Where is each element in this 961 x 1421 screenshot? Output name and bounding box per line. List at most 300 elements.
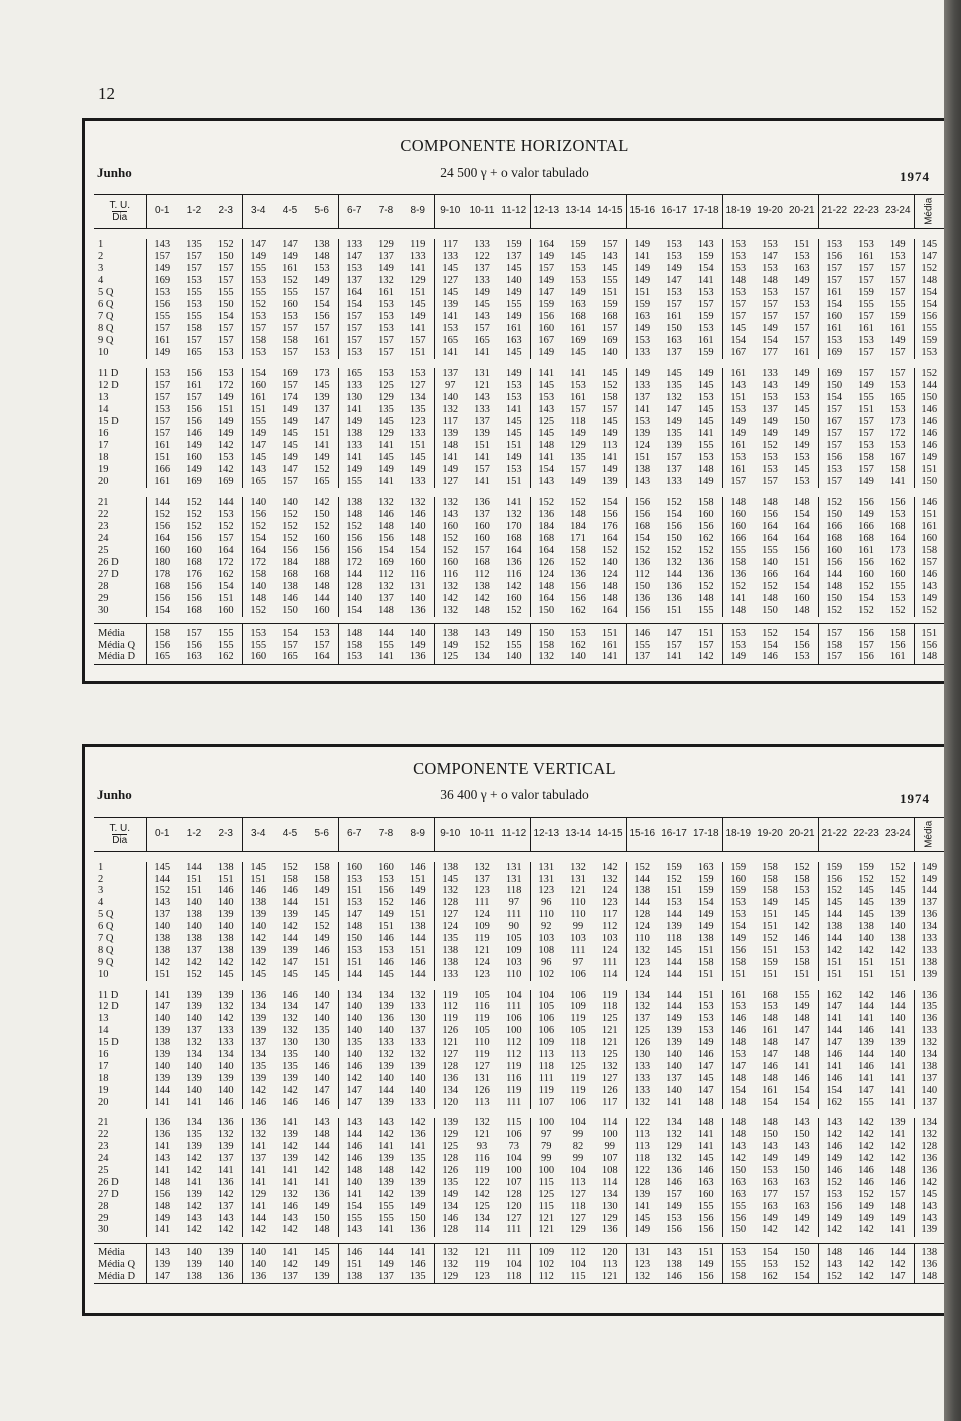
value-cell: 140 (217, 921, 234, 933)
mean-value-cell: 138 (186, 1271, 202, 1282)
value-cell: 139 (217, 1073, 234, 1084)
row-mean-cell: 137 (914, 1097, 944, 1109)
value-cell: 146 (434, 1213, 466, 1225)
mean-value-cell: 153 (722, 628, 754, 640)
value-cell: 149 (530, 251, 562, 263)
value-cell: 140 (146, 1061, 178, 1073)
table-row (94, 1118, 944, 1130)
value-cell: 143 (697, 239, 714, 250)
value-cell: 138 (338, 428, 370, 440)
value-cell: 153 (666, 239, 682, 250)
value-cell: 154 (722, 335, 754, 347)
value-cell: 149 (409, 311, 426, 322)
value-cell: 142 (889, 1153, 906, 1165)
value-cell: 153 (242, 347, 274, 359)
value-cell: 168 (530, 533, 562, 545)
value-cell: 160 (338, 862, 370, 874)
value-cell: 140 (409, 1085, 426, 1096)
value-cell: 140 (217, 1085, 234, 1096)
value-cell: 161 (146, 440, 178, 452)
value-cell: 139 (889, 897, 906, 909)
value-cell: 148 (793, 497, 810, 508)
value-cell: 164 (601, 605, 618, 616)
value-cell: 151 (722, 392, 754, 404)
value-cell: 157 (793, 311, 810, 322)
value-cell: 138 (434, 862, 466, 874)
value-cell: 151 (474, 440, 490, 451)
value-cell: 140 (146, 921, 178, 933)
value-cell: 148 (722, 1097, 754, 1109)
value-cell: 154 (530, 464, 562, 476)
value-cell: 149 (282, 251, 298, 262)
value-cell: 157 (146, 428, 178, 440)
mean-value-cell: 115 (570, 1271, 586, 1282)
value-cell: 149 (697, 921, 714, 933)
value-cell: 151 (722, 969, 754, 981)
value-cell: 149 (530, 347, 562, 359)
value-cell: 142 (793, 1224, 810, 1236)
value-cell: 169 (217, 476, 234, 487)
value-cell: 167 (530, 335, 562, 347)
value-cell: 160 (217, 605, 234, 616)
overall-mean-cell: 138 (914, 1248, 944, 1260)
value-cell: 154 (338, 1201, 370, 1213)
value-cell: 106 (570, 969, 586, 980)
value-cell: 163 (722, 1177, 754, 1189)
value-cell: 158 (762, 885, 778, 897)
value-cell: 135 (570, 452, 586, 463)
value-cell: 110 (570, 909, 586, 921)
value-cell: 146 (762, 1061, 778, 1072)
value-cell: 118 (570, 416, 586, 427)
row-mean-cell: 134 (914, 1049, 944, 1061)
value-cell: 119 (506, 1085, 522, 1096)
value-cell: 137 (474, 509, 490, 520)
value-cell: 160 (434, 557, 466, 569)
hour-header: 10-11 (466, 195, 498, 229)
value-cell: 153 (378, 323, 394, 334)
mean-value-cell: 135 (409, 1271, 426, 1282)
value-cell: 133 (474, 404, 490, 415)
value-cell: 112 (378, 569, 394, 580)
value-cell: 140 (313, 1049, 330, 1060)
value-cell: 136 (217, 1117, 234, 1129)
value-cell: 139 (889, 1037, 906, 1049)
value-cell: 153 (722, 898, 754, 910)
value-cell: 151 (697, 945, 714, 956)
value-cell: 149 (338, 464, 370, 476)
value-cell: 132 (378, 581, 394, 592)
value-cell: 144 (858, 1049, 874, 1060)
value-cell: 149 (409, 464, 426, 475)
value-cell: 126 (474, 1085, 490, 1096)
value-cell: 161 (793, 347, 810, 358)
value-cell: 149 (858, 1201, 874, 1212)
value-cell: 137 (762, 404, 778, 415)
mean-value-cell: 152 (762, 628, 778, 639)
value-cell: 157 (570, 404, 586, 415)
value-cell: 140 (338, 1026, 370, 1038)
value-cell: 139 (242, 1014, 274, 1026)
value-cell: 144 (666, 569, 682, 580)
value-cell: 134 (626, 990, 658, 1002)
value-cell: 138 (146, 933, 178, 945)
value-cell: 99 (572, 921, 584, 933)
row-mean-cell: 145 (914, 239, 944, 251)
value-cell: 145 (858, 909, 874, 921)
value-cell: 136 (697, 557, 714, 568)
value-cell: 161 (722, 990, 754, 1002)
value-cell: 154 (338, 605, 370, 617)
value-cell: 145 (313, 909, 330, 921)
value-cell: 100 (530, 1165, 562, 1177)
value-cell: 128 (505, 1189, 522, 1200)
value-cell: 144 (666, 989, 682, 1001)
value-cell: 141 (793, 1061, 810, 1072)
value-cell: 156 (338, 533, 370, 545)
row-mean-cell: 151 (914, 509, 944, 521)
value-cell: 97 (434, 380, 466, 392)
value-cell: 133 (409, 1037, 426, 1049)
value-cell: 108 (601, 1165, 618, 1177)
value-cell: 104 (505, 989, 522, 1001)
value-cell: 156 (722, 945, 754, 957)
value-cell: 147 (697, 1085, 714, 1096)
row-mean-cell: 152 (914, 368, 944, 380)
mean-value-cell: 138 (434, 628, 466, 640)
value-cell: 134 (186, 1117, 202, 1129)
mean-value-cell: 120 (601, 1247, 618, 1259)
value-cell: 144 (409, 969, 426, 980)
value-cell: 156 (186, 416, 202, 427)
value-cell: 149 (889, 239, 906, 250)
value-cell: 149 (570, 476, 586, 487)
hour-header: 18-19 (722, 195, 754, 229)
value-cell: 156 (762, 509, 778, 520)
value-cell: 140 (601, 347, 618, 358)
value-cell: 124 (626, 969, 658, 981)
value-cell: 153 (570, 263, 586, 274)
value-cell: 152 (186, 521, 202, 532)
row-mean-cell: 140 (914, 1085, 944, 1097)
mean-value-cell: 156 (889, 640, 906, 651)
value-cell: 156 (530, 311, 562, 323)
value-cell: 150 (217, 299, 234, 310)
table-row (94, 1213, 944, 1225)
value-cell: 157 (762, 311, 778, 322)
value-cell: 137 (474, 873, 490, 885)
horizontal-block (82, 118, 944, 684)
table-row (94, 1177, 944, 1189)
table-row (94, 1002, 944, 1014)
value-cell: 154 (858, 593, 874, 604)
value-cell: 163 (626, 311, 658, 323)
value-cell: 163 (762, 1177, 778, 1188)
value-cell: 147 (697, 1061, 714, 1072)
value-cell: 131 (530, 862, 562, 874)
value-cell: 150 (722, 1165, 754, 1177)
value-cell: 167 (818, 416, 850, 428)
value-cell: 134 (338, 990, 370, 1002)
value-cell: 135 (666, 380, 682, 391)
day-cell: 13 (98, 1013, 109, 1025)
value-cell: 157 (793, 323, 810, 334)
value-cell: 140 (242, 921, 274, 933)
value-cell: 141 (474, 476, 490, 487)
value-cell: 152 (666, 545, 682, 556)
table-row (94, 545, 944, 557)
value-cell: 157 (474, 323, 490, 334)
value-cell: 153 (505, 380, 522, 391)
value-cell: 144 (818, 933, 850, 945)
value-cell: 142 (858, 1129, 874, 1141)
row-mean-cell: 147 (914, 251, 944, 263)
value-cell: 149 (697, 1037, 714, 1049)
value-cell: 161 (570, 323, 586, 334)
row-mean-cell: 148 (914, 275, 944, 287)
value-cell: 164 (217, 545, 234, 556)
value-cell: 152 (338, 521, 370, 533)
mean-value-cell: 104 (570, 1259, 586, 1271)
value-cell: 113 (626, 1142, 658, 1154)
value-cell: 164 (762, 533, 778, 544)
mean-value-cell: 155 (217, 640, 234, 651)
value-cell: 151 (338, 886, 370, 898)
value-cell: 137 (186, 1025, 202, 1037)
value-cell: 188 (313, 557, 330, 568)
value-cell: 160 (146, 545, 178, 557)
value-cell: 133 (434, 251, 466, 263)
value-cell: 117 (602, 1096, 618, 1108)
hour-header: 0-1 (146, 195, 178, 229)
value-cell: 148 (313, 1224, 330, 1236)
value-cell: 117 (602, 909, 618, 921)
value-cell: 145 (818, 898, 850, 910)
value-cell: 151 (762, 969, 778, 980)
value-cell: 126 (434, 1026, 466, 1038)
mean-value-cell: 155 (505, 640, 522, 651)
value-cell: 122 (474, 1177, 490, 1188)
value-cell: 148 (722, 605, 754, 617)
table-row (94, 299, 944, 311)
value-cell: 172 (889, 428, 906, 439)
value-cell: 158 (313, 862, 330, 873)
value-cell: 144 (666, 1001, 682, 1013)
value-cell: 152 (186, 497, 202, 508)
value-cell: 140 (186, 1061, 202, 1072)
value-cell: 142 (217, 440, 234, 451)
value-cell: 146 (818, 1165, 850, 1177)
row-mean-cell: 142 (914, 1177, 944, 1189)
value-cell: 156 (313, 545, 330, 556)
value-cell: 149 (793, 1001, 810, 1013)
mean-value-cell: 155 (217, 628, 234, 639)
value-cell: 160 (722, 509, 754, 521)
value-cell: 137 (338, 275, 370, 287)
value-cell: 141 (858, 1073, 874, 1084)
mean-value-cell: 148 (818, 1248, 850, 1260)
value-cell: 132 (626, 945, 658, 957)
table-row (94, 497, 944, 509)
value-cell: 126 (601, 1085, 618, 1096)
value-cell: 127 (570, 1189, 586, 1200)
value-cell: 99 (572, 1153, 584, 1165)
table-row (94, 521, 944, 533)
table-row (94, 1189, 944, 1201)
value-cell: 149 (793, 380, 810, 391)
value-cell: 128 (626, 1177, 658, 1189)
value-cell: 173 (889, 416, 906, 427)
value-cell: 159 (697, 311, 714, 322)
hour-header: 19-20 (754, 195, 786, 229)
value-cell: 152 (601, 545, 618, 556)
value-cell: 164 (793, 533, 810, 544)
value-cell: 148 (313, 581, 330, 592)
value-cell: 165 (889, 392, 906, 403)
value-cell: 139 (434, 1118, 466, 1130)
value-cell: 136 (505, 557, 522, 568)
value-cell: 157 (793, 335, 810, 346)
value-cell: 148 (762, 1013, 778, 1025)
value-cell: 141 (530, 368, 562, 380)
value-cell: 132 (409, 497, 426, 508)
value-cell: 132 (282, 1189, 298, 1200)
value-cell: 132 (666, 1129, 682, 1141)
value-cell: 128 (626, 910, 658, 922)
value-cell: 152 (313, 521, 330, 532)
mean-value-cell: 151 (338, 1260, 370, 1272)
mean-label-cell: Média Q (98, 1259, 136, 1271)
value-cell: 151 (217, 593, 234, 604)
value-cell: 146 (697, 1165, 714, 1177)
mean-value-cell: 157 (666, 640, 682, 651)
value-cell: 110 (570, 897, 586, 909)
value-cell: 141 (378, 1141, 394, 1153)
value-cell: 141 (697, 1141, 714, 1153)
value-cell: 139 (626, 428, 658, 440)
value-cell: 149 (313, 933, 330, 944)
value-cell: 157 (282, 380, 298, 391)
value-cell: 154 (762, 1096, 778, 1108)
value-cell: 144 (889, 1001, 906, 1013)
hour-header: 12-13 (530, 195, 562, 229)
value-cell: 140 (242, 497, 274, 509)
value-cell: 158 (570, 545, 586, 556)
table-row (94, 1014, 944, 1026)
value-cell: 161 (858, 251, 874, 262)
value-cell: 141 (434, 311, 466, 323)
mean-value-cell: 154 (762, 640, 778, 651)
value-cell: 157 (282, 476, 298, 487)
day-label: Dia (112, 212, 128, 223)
table-row (94, 1061, 944, 1073)
value-cell: 165 (474, 335, 490, 346)
value-cell: 146 (722, 1014, 754, 1026)
value-cell: 133 (338, 239, 370, 251)
row-mean-cell: 146 (914, 569, 944, 581)
value-cell: 145 (601, 416, 618, 427)
value-cell: 149 (434, 1189, 466, 1201)
value-cell: 127 (505, 1212, 522, 1224)
value-cell: 153 (793, 945, 810, 956)
value-cell: 158 (858, 452, 874, 463)
value-cell: 128 (434, 1225, 466, 1237)
value-cell: 141 (474, 347, 490, 358)
table-row (94, 452, 944, 464)
value-cell: 156 (378, 533, 394, 544)
value-cell: 132 (409, 1049, 426, 1060)
value-cell: 146 (818, 1073, 850, 1085)
value-cell: 135 (186, 239, 202, 250)
value-cell: 153 (186, 299, 202, 310)
value-cell: 148 (601, 593, 618, 604)
value-cell: 176 (601, 521, 618, 532)
value-cell: 145 (282, 428, 298, 439)
value-cell: 139 (434, 428, 466, 440)
value-cell: 142 (434, 593, 466, 605)
value-cell: 152 (505, 605, 522, 616)
value-cell: 153 (762, 392, 778, 403)
value-cell: 159 (762, 957, 778, 968)
value-cell: 140 (378, 1073, 394, 1084)
row-mean-cell: 150 (914, 476, 944, 488)
value-cell: 133 (626, 1085, 658, 1097)
value-cell: 157 (146, 416, 178, 428)
value-cell: 115 (530, 1177, 562, 1189)
value-cell: 119 (434, 1014, 466, 1026)
value-cell: 133 (762, 368, 778, 379)
value-cell: 146 (697, 1049, 714, 1060)
value-cell: 135 (434, 933, 466, 945)
value-cell: 152 (626, 862, 658, 874)
value-cell: 168 (626, 521, 658, 533)
mean-label-cell: Média D (98, 652, 136, 663)
mean-value-cell: 141 (666, 652, 682, 663)
value-cell: 149 (666, 416, 682, 427)
tu-dia-header (94, 818, 146, 852)
value-cell: 145 (666, 945, 682, 956)
value-cell: 142 (378, 1189, 394, 1200)
value-cell: 120 (434, 1097, 466, 1109)
value-cell: 148 (530, 581, 562, 593)
value-cell: 118 (570, 1037, 586, 1049)
value-cell: 137 (186, 945, 202, 956)
value-cell: 161 (242, 392, 274, 404)
value-cell: 141 (434, 452, 466, 464)
value-cell: 146 (858, 1061, 874, 1072)
value-cell: 155 (338, 1213, 370, 1225)
value-cell: 140 (313, 1073, 330, 1084)
mean-value-cell: 153 (242, 628, 274, 640)
value-cell: 158 (697, 497, 714, 508)
value-cell: 154 (338, 299, 370, 311)
value-cell: 141 (505, 404, 522, 415)
value-cell: 147 (666, 404, 682, 415)
mean-row (94, 652, 944, 664)
value-cell: 122 (626, 1118, 658, 1130)
value-cell: 151 (409, 909, 426, 921)
value-cell: 147 (338, 1097, 370, 1109)
mean-value-cell: 142 (858, 1259, 874, 1271)
value-cell: 152 (626, 545, 658, 557)
hour-header: 22-23 (850, 818, 882, 852)
value-cell: 137 (378, 251, 394, 262)
value-cell: 153 (505, 392, 522, 403)
value-cell: 144 (818, 910, 850, 922)
value-cell: 136 (666, 593, 682, 604)
value-cell: 132 (626, 1002, 658, 1014)
mean-value-cell: 153 (793, 652, 810, 663)
